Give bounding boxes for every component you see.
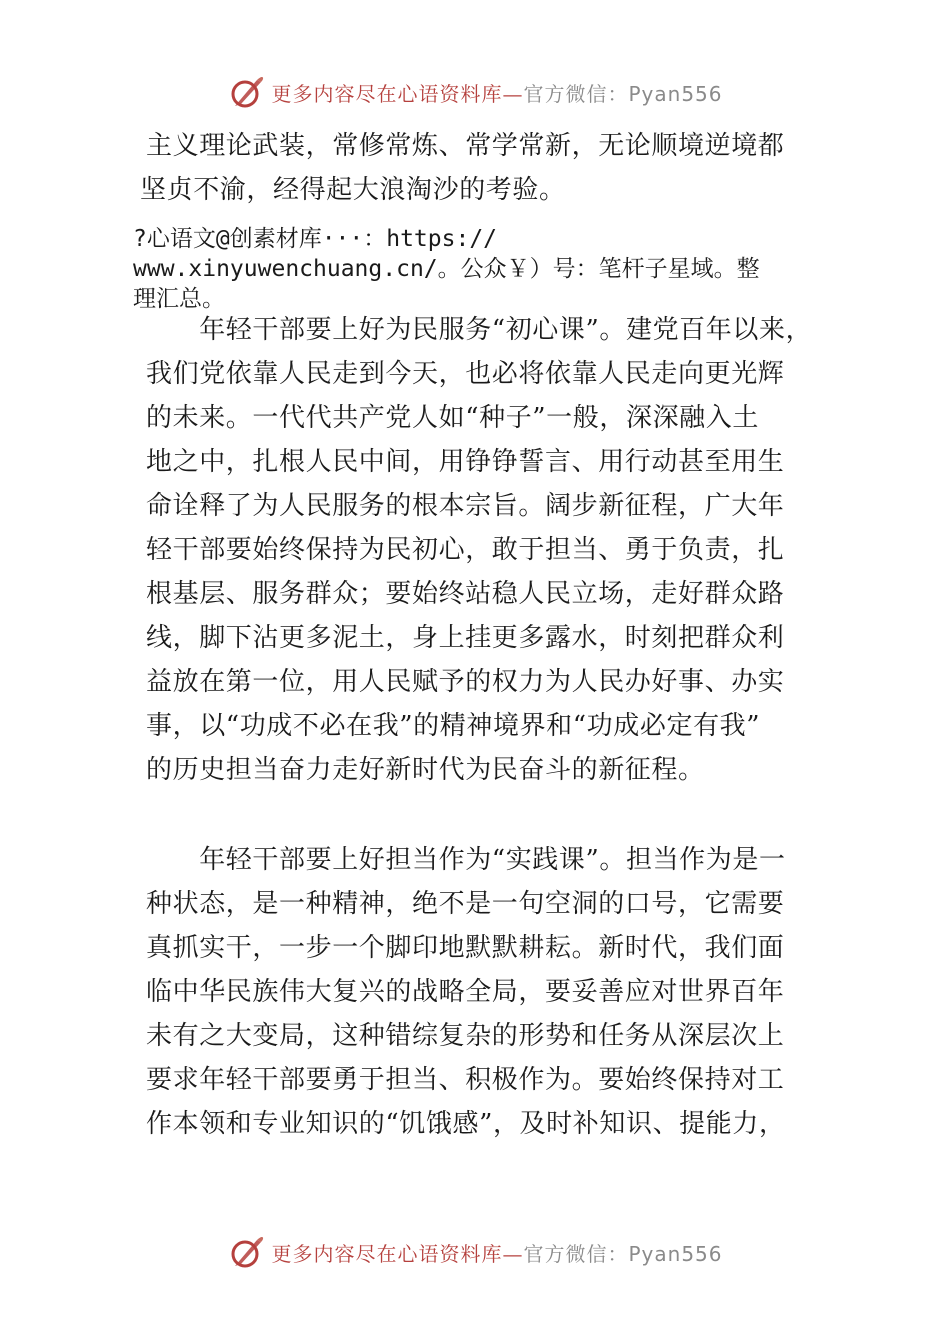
text-line: 要求年轻干部要勇于担当、积极作为。要始终保持对工 [146,1065,785,1095]
text-line: 事，以“功成不必在我”的精神境界和“功成必定有我” [146,711,761,741]
banner-label: 官方微信： [523,1241,629,1266]
text-line: 真抓实干，一步一个脚印地默默耕耘。新时代，我们面 [146,933,785,963]
text-line: 益放在第一位，用人民赋予的权力为人民办好事、办实 [146,667,785,697]
text-line: 作本领和专业知识的“饥饿感”，及时补知识、提能力， [146,1109,786,1139]
source-line: ?心语文@创素材库···：https:// [133,226,498,252]
text-line: 坚贞不渝，经得起大浪淘沙的考验。 [140,175,566,205]
banner-title: 更多内容尽在心语资料库 [271,1241,503,1266]
text-line: 根基层、服务群众；要始终站稳人民立场，走好群众路 [146,579,785,609]
text-line: 主义理论武装，常修常炼、常学常新，无论顺境逆境都 [146,131,785,161]
text-line: 未有之大变局，这种错综复杂的形势和任务从深层次上 [146,1021,785,1051]
banner-dash: — [502,1241,524,1266]
banner-title: 更多内容尽在心语资料库 [271,81,503,106]
text-line: 种状态，是一种精神，绝不是一句空洞的口号，它需要 [146,889,785,919]
source-line: www.xinyuwenchuang.cn/。公众￥）号：笔杆子星域。整 [133,256,760,282]
banner-dash: — [502,81,524,106]
text-line: 命诠释了为人民服务的根本宗旨。阔步新征程，广大年 [146,491,785,521]
quill-logo-icon [227,72,267,112]
banner-wechat-id: Pyan556 [628,1241,723,1266]
header-watermark [0,72,950,112]
banner-label: 官方微信： [523,81,629,106]
text-line: 的历史担当奋力走好新时代为民奋斗的新征程。 [146,755,705,785]
text-line: 年轻干部要上好为民服务“初心课”。建党百年以来， [146,315,813,345]
text-line: 临中华民族伟大复兴的战略全局，要妥善应对世界百年 [146,977,785,1007]
text-line: 我们党依靠人民走到今天，也必将依靠人民走向更光辉 [146,359,785,389]
text-line: 的未来。一代代共产党人如“种子”一般，深深融入土 [146,403,759,433]
text-line: 线，脚下沾更多泥土，身上挂更多露水，时刻把群众利 [146,623,785,653]
text-line: 地之中，扎根人民中间，用铮铮誓言、用行动甚至用生 [146,447,785,477]
source-line: 理汇总。 [133,286,225,312]
quill-logo-icon [227,1232,267,1272]
banner-wechat-id: Pyan556 [628,81,723,106]
text-line: 轻干部要始终保持为民初心，敢于担当、勇于负责，扎 [146,535,785,565]
text-line: 年轻干部要上好担当作为“实践课”。担当作为是一 [146,845,786,875]
footer-watermark [0,1232,950,1272]
